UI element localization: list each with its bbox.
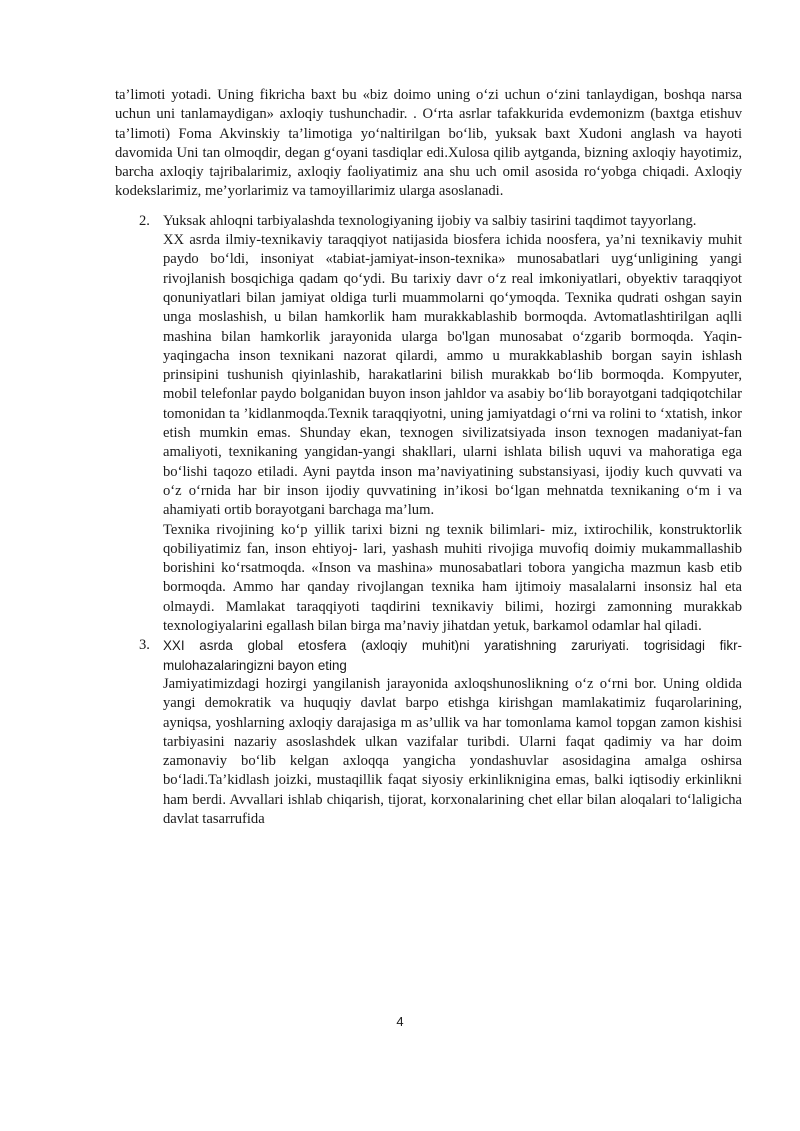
item-paragraph: XX asrda ilmiy-texnikaviy taraqqiyot natijasida biosfera ichida noosfera, ya’ni texnikaviy muhit paydo bo‘ldi, insoniyat «tabiat-jamiyat-inson-texnika» munosabatlari uyg‘unligining yangi rivojlanish bosqichiga qadam qo‘ydi. Bu tarixiy davr o‘z real imkoniyatlari, obyektiv taraqqiyot qonuniyatlari bilan jamiyat oldiga turli muammolarni qo‘ymoqda. Texnika qudrati oshgan sayin unga moslashish, u bilan hamkorlik ham murakkablashib bormoqda. Avtomatlashtirilgan aqlli mashina bilan hamkorlik jarayonida ularga bo'lgan munosabat o‘zgarib bormoqda. Yaqin-yaqingacha inson texnikani nazorat qilardi, ammo u murakkablashib borgan sayin ishlash prinsipini tushunish qiyinlashib, harakatlarini bilish murakkab bo‘lib bormoqda. Kompyuter, mobil telefonlar paydo bolganidan buyon inson jahldor va asabiy bo‘lib borayotgani tadqiqotchilar tomonidan ta ’kidlanmoqda.Texnik taraqqiyotni, uning jamiyatdagi o‘rni va rolini to ‘xtatish, inkor etish mumkin emas. Shunday ekan, texnogen sivilizatsiyada inson texnogen madaniyat-fan amaliyoti, texnikaning yangidan-yangi shakllari, ularni ishlata bilish uquvi va mahoratiga ega bo‘lishi taqozo etiladi. Ayni paytda inson ma’naviyatining substansiyasi, ijodiy kuch quvvati va o‘z o‘rnida har bir inson ijodiy quvvatining in’ikosi bo‘lgan mehnatda texnikaning o‘m i va ahamiyati ortib borayotgani barchaga ma’lum.	[163, 232, 742, 519]
list-item-2	[115, 212, 742, 637]
list-item-3	[115, 636, 742, 829]
item-number: 2.	[139, 212, 150, 229]
item-number: 3.	[139, 637, 150, 654]
item-paragraph: Jamiyatimizdagi hozirgi yangilanish jarayonida axloqshunoslikning o‘z o‘rni bor. Uning oldida yangi demokratik va huquqiy davlat barpo etishga kirishgan mamlakatimiz fuqarolarining, ayniqsa, yoshlarning axloqiy darajasiga m as’ullik va har tomonlama kamol topgan zamon kishisi tarbiyasini nazariy asoslashdek ulkan vazifalar turibdi. Ularni faqat qadimiy va har doim zamonaviy bo‘lib kelgan axloqqa yangicha yondashuvlar asosidagina amalga oshirsa bo‘ladi.Ta’kidlash joizki, mustaqillik faqat siyosiy erkinliknigina emas, balki iqtisodiy erkinlikni ham berdi. Avvallari ishlab chiqarish, tijorat, korxonalarining chet ellar bilan aloqalari to‘laligicha davlat tasarrufida	[163, 675, 742, 827]
item-paragraph: Texnika rivojining ko‘p yillik tarixi bizni ng texnik bilimlari- miz, ixtirochilik, konstruktorlik qobiliyatimiz fan, inson ehtiyoj- lari, yashash muhiti rivojiga muvofiq doimiy mukammallashib borishini ko‘rsatmoqda. «Inson va mashina» munosabatlari tobora yangicha mazmun kasb etib bormoqda. Ammo har qanday rivojlangan texnika ham ijtimoiy masalalarni insonsiz hal eta olmaydi. Mamlakat taraqqiyoti taqdirini texnikaviy bilimi, hozirgi zamonning murakkab texnologiyalarini egallash bilan birga ma’naviy jihatdan yetuk, barkamol odamlar hal qiladi.	[163, 521, 742, 635]
numbered-list	[115, 212, 742, 830]
item-heading: XXI asrda global etosfera (axloqiy muhit)ni yaratishning zaruriyati. togrisidagi fikr-mulohazalaringizni bayon eting	[163, 638, 742, 673]
intro-paragraph: ta’limoti yotadi. Uning fikricha baxt bu «biz doimo uning o‘zi uchun o‘zini tanlaydigan, boshqa narsa uchun uni tanlamaydigan» axloqiy tushunchadir. . O‘rta asrlar tafakkurida evdemonizm (baxtga etishuv ta’limoti) Foma Akvinskiy ta’limotiga yo‘naltirilgan bo‘lib, yuksak baxt Xudoni anglash va hayoti davomida Uni tan olmoqdir, degan g‘oyani tasdiqlar edi.Xulosa qilib aytganda, bizning axloqiy hayotimiz, barcha axloqiy tajribalarimiz, axloqiy faoliyatimiz ana shu uch omil asosida ro‘yobga chiqadi. Axloqiy kodekslarimiz, me’yorlarimiz va tamoyillarimiz ularga asoslanadi.	[115, 87, 742, 200]
item-heading: Yuksak ahloqni tarbiyalashda texnologiyaning ijobiy va salbiy tasirini taqdimot tayyorlang.	[163, 212, 697, 229]
page-number: 4	[396, 1014, 404, 1029]
document-page	[115, 86, 742, 829]
